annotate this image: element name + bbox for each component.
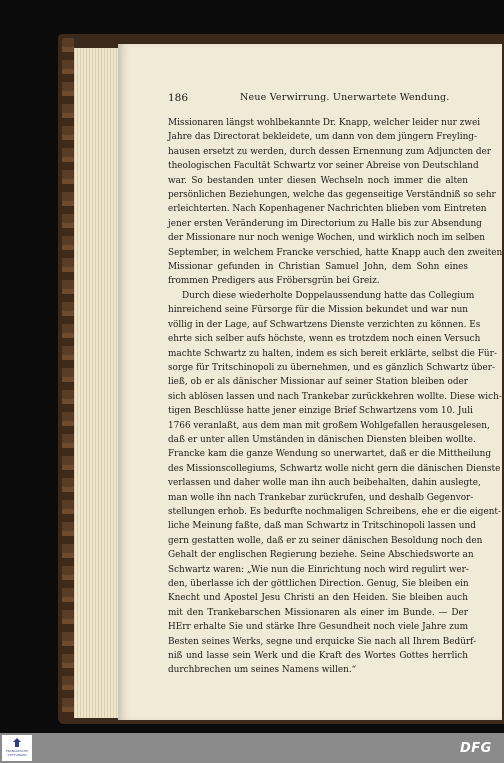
text-line: jener ersten Veränderung im Directorium zu Halle bis zur Absendung	[168, 218, 482, 229]
text-line: liche Meinung faßte, daß man Schwartz in Tritschinopoli lassen und	[168, 521, 476, 532]
page-number: 186	[168, 92, 189, 104]
text-line: machte Schwartz zu halten, indem es sich bereit erklärte, selbst die Für-	[168, 348, 497, 359]
text-line: niß und lasse sein Werk und die Kraft des Wortes Gottes herrlich	[168, 651, 468, 662]
page-header	[168, 92, 468, 108]
text-line: den, überlasse ich der göttlichen Direction. Genug, Sie bleiben ein	[168, 579, 469, 589]
library-logo-icon	[12, 738, 22, 748]
text-line: Missionaren längst wohlbekannte Dr. Knapp, welcher leider nur zwei	[168, 118, 481, 128]
body-text	[168, 116, 503, 678]
text-line: völlig in der Lage, auf Schwartzens Dienste verzichten zu können. Es	[168, 319, 481, 330]
dfg-logo[interactable]: DFG	[460, 741, 492, 756]
text-line: sich ablösen lassen und nach Trankebar zurückkehren wollte. Diese wich-	[168, 391, 502, 402]
text-line: daß er unter allen Umständen in dänischen Diensten bleiben wollte.	[168, 434, 476, 445]
text-line: gern gestatten wolle, daß er zu seiner dänischen Besoldung noch den	[168, 535, 483, 546]
text-line: hinreichend seine Fürsorge für die Mission bekundet und war nun	[168, 305, 468, 316]
text-line: Knecht und Apostel Jesu Christi an den Heiden. Sie bleiben auch	[168, 593, 468, 604]
text-line: frommen Predigers aus Fröbersgrün bei Greiz.	[168, 276, 380, 287]
text-line: ließ, ob er als dänischer Missionar auf seiner Station bleiben oder	[168, 377, 468, 388]
text-line: HErr erhalte Sie und stärke Ihre Gesundheit noch viele Jahre zum	[168, 622, 468, 633]
text-line: erleichterten. Nach Kopenhagener Nachrichten blieben vom Eintreten	[168, 204, 487, 215]
text-line: Schwartz waren: „Wie nun die Einrichtung noch wird regulirt wer-	[168, 564, 469, 575]
text-line: stellungen erhob. Es bedurfte nochmaligen Schreibens, ehe er die eigent-	[168, 506, 501, 517]
text-line: mit den Trankebarschen Missionaren als einer im Bunde. — Der	[168, 607, 468, 618]
text-line: September, in welchem Francke verschied, hatte Knapp auch den zweiten	[168, 247, 503, 258]
text-line: Francke kam die ganze Wendung so unerwartet, daß er die Mittheilung	[168, 449, 491, 460]
text-line: Missionar gefunden in Christian Samuel John, dem Sohn eines	[168, 262, 468, 273]
library-logo-text: FRANCKESCHE STIFTUNGEN	[5, 749, 29, 757]
text-line: hausen ersetzt zu werden, durch dessen Ernennung zum Adjuncten der	[168, 146, 492, 157]
text-line: theologischen Facultät Schwartz vor seiner Abreise von Deutschland	[168, 161, 479, 172]
running-head: Neue Verwirrung. Unerwartete Wendung.	[240, 92, 450, 103]
text-line: war. So bestanden unter diesen Wechseln noch immer die alten	[168, 175, 468, 186]
text-line: durchbrechen um seines Namens willen.“	[168, 665, 357, 676]
text-line: der Missionare nur noch wenige Wochen, und wirklich noch im selben	[168, 233, 486, 244]
text-line: ehrte sich selber aufs höchste, wenn es trotzdem noch einen Versuch	[168, 334, 481, 345]
viewer-footer-bar	[0, 733, 504, 763]
page-stack	[74, 48, 120, 718]
text-line: sorge für Tritschinopoli zu übernehmen, und es gänzlich Schwartz über-	[168, 362, 495, 373]
book-spine-edge	[62, 38, 74, 720]
text-line: Gehalt der englischen Regierung beziehe. Seine Abschiedsworte an	[168, 550, 474, 561]
text-line: 1766 veranlaßt, aus dem man mit großem Wohlgefallen herausgelesen,	[168, 420, 490, 431]
text-line: Durch diese wiederholte Doppelaussendung hatte das Collegium	[182, 290, 475, 301]
text-line: des Missionscollegiums, Schwartz wolle nicht gern die dänischen Dienste	[168, 463, 501, 474]
text-line: Besten seines Werks, segne und erquicke Sie nach all Ihrem Bedürf-	[168, 636, 477, 647]
text-line: Jahre das Directorat bekleidete, um dann von dem jüngern Freyling-	[168, 132, 477, 143]
text-line: tigen Beschlüsse hatte jener einzige Brief Schwartzens vom 10. Juli	[168, 406, 473, 417]
text-line: man wolle ihn nach Trankebar zurückrufen, und deshalb Gegenvor-	[168, 492, 474, 503]
text-line: verlassen und daher wolle man ihn auch beibehalten, dahin auslegte,	[168, 478, 481, 489]
text-line: persönlichen Beziehungen, welche das gegenseitige Verständniß so sehr	[168, 190, 496, 201]
